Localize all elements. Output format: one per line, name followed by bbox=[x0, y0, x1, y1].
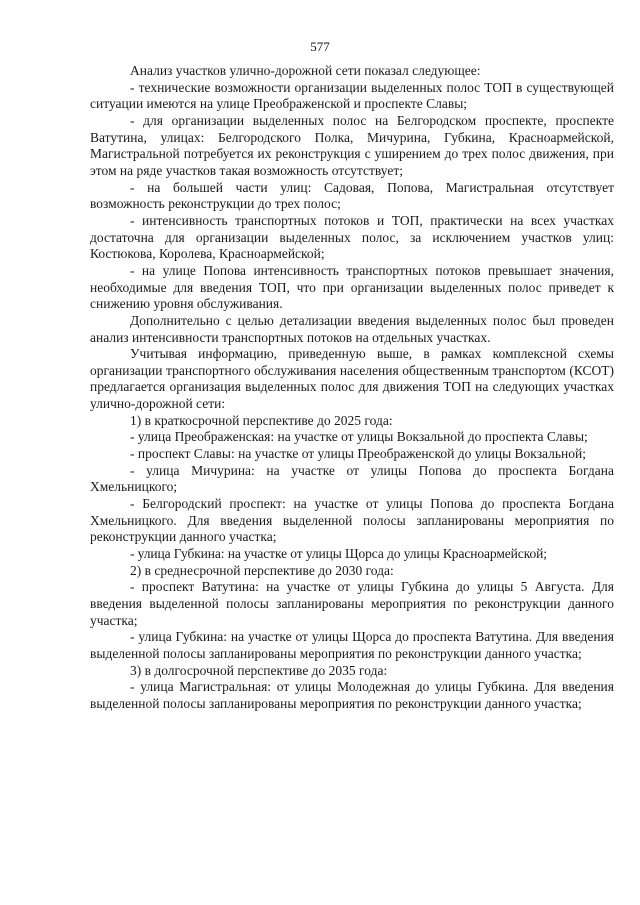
paragraph-gubkina-mid: - улица Губкина: на участке от улицы Щорса до проспекта Ватутина. Для введения выделенной полосы запланированы мероприятия по реконструкции данного участка; bbox=[90, 629, 614, 661]
paragraph-vatutina-avenue: - проспект Ватутина: на участке от улицы Губкина до улицы 5 Августа. Для введения выделенной полосы запланированы мероприятия по реконструкции данного участка; bbox=[90, 579, 614, 628]
paragraph-short-term-heading: 1) в краткосрочной перспективе до 2025 года: bbox=[130, 412, 393, 428]
paragraph-technical-possibilities: - технические возможности организации выделенных полос ТОП в существующей ситуации имеются на улице Преображенской и проспекте Славы; bbox=[90, 79, 614, 112]
page-number: 577 bbox=[310, 39, 330, 54]
paragraph-magistralnaya: - улица Магистральная: от улицы Молодежная до улицы Губкина. Для введения выделенной полосы запланированы мероприятия по реконструкции данного участка; bbox=[90, 679, 614, 711]
paragraph-gubkina-short: - улица Губкина: на участке от улицы Щорса до улицы Красноармейской; bbox=[130, 546, 547, 562]
paragraph-slavy-avenue: - проспект Славы: на участке от улицы Преображенской до улицы Вокзальной; bbox=[130, 446, 586, 462]
paragraph-traffic-intensity: - интенсивность транспортных потоков и ТОП, практически на всех участках достаточна для организации выделенных полос, за исключением участков улиц: Костюкова, Королева, Красноармейской; bbox=[90, 212, 614, 262]
paragraph-reconstruction-needed: - для организации выделенных полос на Белгородском проспекте, проспекте Ватутина, улицах: Белгородского Полка, Мичурина, Губкина, Красноармейской, Магистральной потребуется их реконструкция с уширением до трех полос движения, при этом на ряде участков такая возможность отсутствует; bbox=[90, 112, 614, 178]
paragraph-no-reconstruction: - на большей части улиц: Садовая, Попова, Магистральная отсутствует возможность реконструкции до трех полос; bbox=[90, 179, 614, 212]
document-body bbox=[90, 63, 614, 713]
paragraph-intro: Анализ участков улично-дорожной сети показал следующее: bbox=[130, 63, 481, 78]
paragraph-ksot-proposal: Учитывая информацию, приведенную выше, в рамках комплексной схемы организации транспортного обслуживания населения общественным транспортом (КСОТ) предлагается организация выделенных полос для движения ТОП на следующих участках улично-дорожной сети: bbox=[90, 346, 614, 412]
paragraph-popova-street: - на улице Попова интенсивность транспортных потоков превышает значения, необходимые для введения ТОП, что при организации выделенных полос приведет к снижению уровня обслуживания. bbox=[90, 262, 614, 312]
paragraph-mid-term-heading: 2) в среднесрочной перспективе до 2030 года: bbox=[130, 562, 394, 578]
paragraph-long-term-heading: 3) в долгосрочной перспективе до 2035 года: bbox=[130, 662, 388, 678]
paragraph-preobrazhenskaya: - улица Преображенская: на участке от улицы Вокзальной до проспекта Славы; bbox=[130, 429, 588, 445]
paragraph-michurina: - улица Мичурина: на участке от улицы Попова до проспекта Богдана Хмельницкого; bbox=[90, 462, 614, 495]
paragraph-belgorodsky-avenue: - Белгородский проспект: на участке от улицы Попова до проспекта Богдана Хмельницкого. Для введения выделенной полосы запланированы мероприятия по реконструкции данного участка; bbox=[90, 496, 614, 545]
paragraph-additional-analysis: Дополнительно с целью детализации введения выделенных полос был проведен анализ интенсивности транспортных потоков на отдельных участках. bbox=[90, 312, 614, 345]
